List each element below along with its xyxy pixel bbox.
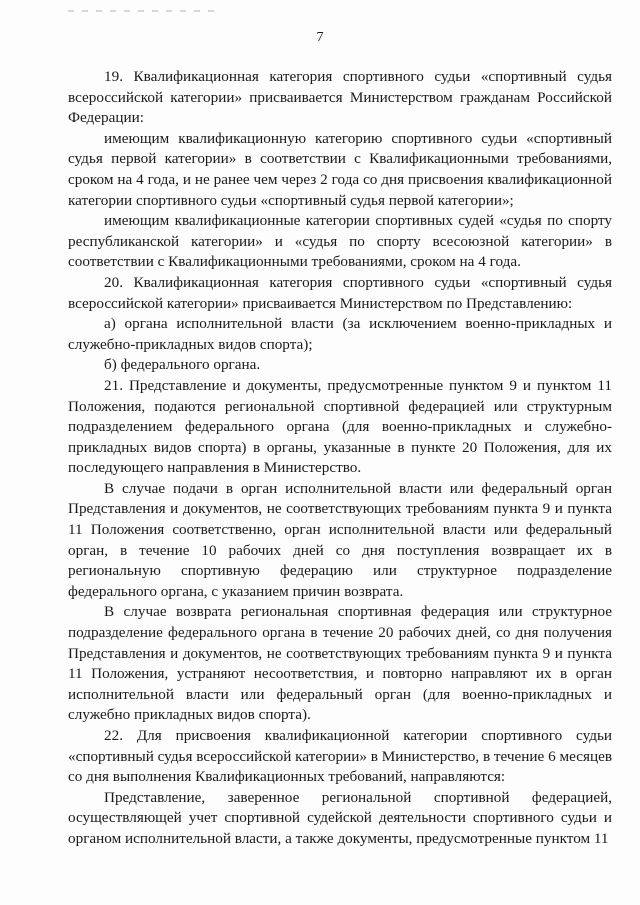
paragraph-19: 19. Квалификационная категория спортивного судьи «спортивный судья всероссийской категории» присваивается Министерством гражданам Российской Федерации: <box>68 68 612 127</box>
paragraph-20-item-a: а) органа исполнительной власти (за исключением военно-прикладных и служебно-прикладных видов спорта); <box>68 315 612 353</box>
document-body <box>68 67 612 850</box>
paragraph-21: 21. Представление и документы, предусмотренные пунктом 9 и пунктом 11 Положения, подаются региональной спортивной федерацией или структурным подразделением федерального органа (для военно-прикладных и служебно-прикладных видов спорта) в органы, указанные в пункте 20 Положения, для их последующего направления в Министерство. <box>68 376 612 477</box>
page-number: 7 <box>316 30 324 45</box>
paragraph-21-submission-return: В случае подачи в орган исполнительной власти или федеральный орган Представления и документов, не соответствующих требованиям пункта 9 и пункта 11 Положения соответственно, орган исполнительной власти или федеральный орган, в течение 10 рабочих дней со дня поступления возвращает их в региональную спортивную федерацию или структурное подразделение федерального органа, с указанием причин возврата. <box>68 479 612 600</box>
paragraph-20-item-b: б) федерального органа. <box>104 356 261 374</box>
paragraph-20: 20. Квалификационная категория спортивного судьи «спортивный судья всероссийской категории» присваивается Министерством по Представлению: <box>68 273 612 312</box>
paragraph-22-representation: Представление, заверенное региональной спортивной федерацией, осуществляющей учет спортивной судейской деятельности спортивного судьи и органом исполнительной власти, а также документы, предусмотренные пунктом 11 <box>68 788 612 847</box>
paragraph-19-first-category: имеющим квалификационную категорию спортивного судьи «спортивный судья первой категории» в соответствии с Квалификационными требованиями, сроком на 4 года, и не ранее чем через 2 года со дня присвоения квалификационной категории спортивного судьи «спортивный судья первой категории»; <box>68 129 612 209</box>
paragraph-21-resubmission: В случае возврата региональная спортивная федерация или структурное подразделение федерального органа в течение 20 рабочих дней, со дня получения Представления и документов, не соответствующих требованиям пункта 9 и пункта 11 Положения, устраняют несоответствия, и повторно направляют их в орган исполнительной власти или федеральный орган (для военно-прикладных и служебно прикладных видов спорта). <box>68 603 612 724</box>
paragraph-22: 22. Для присвоения квалификационной категории спортивного судьи «спортивный судья всероссийской категории» в Министерство, в течение 6 месяцев со дня выполнения Квалификационных требований, направляются: <box>68 727 612 786</box>
scan-artifact <box>68 10 218 12</box>
paragraph-19-republic-category: имеющим квалификационные категории спортивных судей «судья по спорту республиканской категории» и «судья по спорту всесоюзной категории» в соответствии с Квалификационными требованиями, сроком на 4 года. <box>68 212 612 271</box>
